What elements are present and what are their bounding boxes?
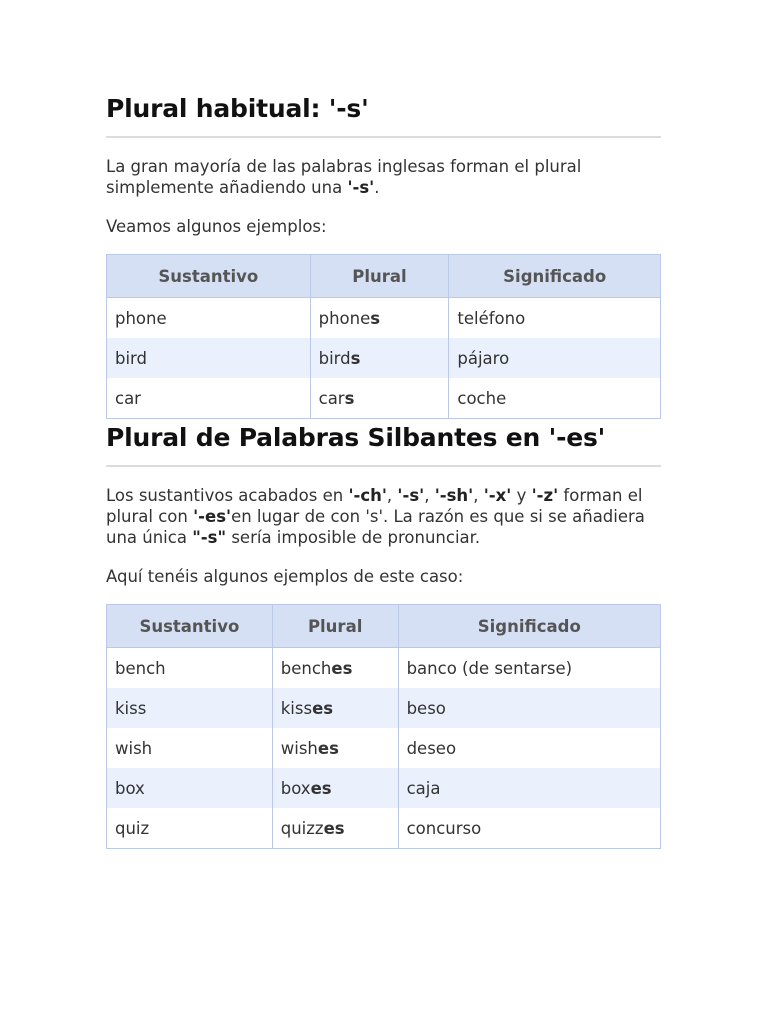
title-divider	[106, 465, 661, 467]
plural-cell	[310, 338, 449, 378]
intro-paragraph	[106, 156, 661, 198]
plural-stem: phone	[318, 308, 371, 328]
noun-cell: wish	[107, 728, 273, 768]
meaning-cell: pájaro	[449, 338, 661, 378]
header-significado: Significado	[449, 255, 661, 298]
noun-cell: bench	[107, 648, 273, 689]
section-title: Plural habitual: '-s'	[106, 94, 369, 123]
table-row	[107, 688, 661, 728]
noun-cell: car	[107, 378, 311, 419]
table-header-row	[107, 255, 661, 298]
plural-suffix: es	[312, 698, 334, 718]
header-plural: Plural	[272, 605, 398, 648]
table-row	[107, 298, 661, 339]
meaning-cell: teléfono	[449, 298, 661, 339]
intro-bold-suffix: '-s'	[347, 178, 375, 197]
section-plural-habitual	[106, 92, 661, 419]
paragraph-text: forman el plural con	[106, 486, 643, 526]
plural-stem: wish	[280, 738, 318, 758]
plural-suffix: es	[317, 738, 339, 758]
noun-cell: quiz	[107, 808, 273, 849]
intro-text: La gran mayoría de las palabras inglesas forman el plural simplemente añadiendo una	[106, 157, 582, 197]
rule-paragraph	[106, 485, 661, 548]
suffix-es: '-es'	[193, 507, 232, 526]
plural-stem: quizz	[280, 818, 324, 838]
noun-cell: bird	[107, 338, 311, 378]
meaning-cell: deseo	[398, 728, 660, 768]
plural-cell	[272, 808, 398, 849]
plural-cell	[272, 648, 398, 689]
plural-suffix: es	[331, 658, 353, 678]
plural-table	[106, 254, 661, 419]
suffix-x: '-x'	[483, 486, 512, 505]
title-divider	[106, 136, 661, 138]
plural-es-table	[106, 604, 661, 849]
single-s: "-s"	[192, 528, 227, 547]
plural-suffix: es	[310, 778, 332, 798]
intro-end: .	[374, 178, 380, 197]
header-sustantivo: Sustantivo	[107, 255, 311, 298]
meaning-cell: caja	[398, 768, 660, 808]
plural-stem: bird	[318, 348, 351, 368]
plural-suffix: s	[344, 388, 355, 408]
meaning-cell: banco (de sentarse)	[398, 648, 660, 689]
paragraph-text: y	[511, 486, 532, 505]
noun-cell: phone	[107, 298, 311, 339]
table-row	[107, 338, 661, 378]
plural-stem: kiss	[280, 698, 313, 718]
suffix-sh: '-sh'	[434, 486, 474, 505]
table-row	[107, 768, 661, 808]
plural-cell	[272, 768, 398, 808]
section-plural-silbantes	[106, 421, 661, 849]
paragraph-text: ,	[424, 486, 435, 505]
plural-cell	[272, 688, 398, 728]
header-plural: Plural	[310, 255, 449, 298]
suffix-s: '-s'	[397, 486, 425, 505]
suffix-ch: '-ch'	[348, 486, 387, 505]
header-significado: Significado	[398, 605, 660, 648]
plural-cell	[272, 728, 398, 768]
table-row	[107, 648, 661, 689]
paragraph-text: en lugar de con 's'. La razón es que si se añadiera una única	[106, 507, 645, 547]
examples-label: Veamos algunos ejemplos:	[106, 217, 327, 236]
suffix-z: '-z'	[531, 486, 559, 505]
table-row	[107, 808, 661, 849]
meaning-cell: concurso	[398, 808, 660, 849]
paragraph-text: sería imposible de pronunciar.	[226, 528, 481, 547]
plural-suffix: es	[323, 818, 345, 838]
plural-cell	[310, 378, 449, 419]
plural-stem: box	[280, 778, 311, 798]
section-title: Plural de Palabras Silbantes en '-es'	[106, 423, 606, 452]
plural-stem: car	[318, 388, 345, 408]
meaning-cell: coche	[449, 378, 661, 419]
plural-suffix: s	[370, 308, 381, 328]
plural-suffix: s	[350, 348, 361, 368]
noun-cell: box	[107, 768, 273, 808]
paragraph-text: ,	[386, 486, 398, 505]
examples-label: Aquí tenéis algunos ejemplos de este caso:	[106, 567, 464, 586]
table-header-row	[107, 605, 661, 648]
header-sustantivo: Sustantivo	[107, 605, 273, 648]
noun-cell: kiss	[107, 688, 273, 728]
meaning-cell: beso	[398, 688, 660, 728]
plural-stem: bench	[280, 658, 332, 678]
paragraph-text: Los sustantivos acabados en	[106, 486, 349, 505]
paragraph-text: ,	[473, 486, 484, 505]
table-row	[107, 728, 661, 768]
plural-cell	[310, 298, 449, 339]
table-row	[107, 378, 661, 419]
